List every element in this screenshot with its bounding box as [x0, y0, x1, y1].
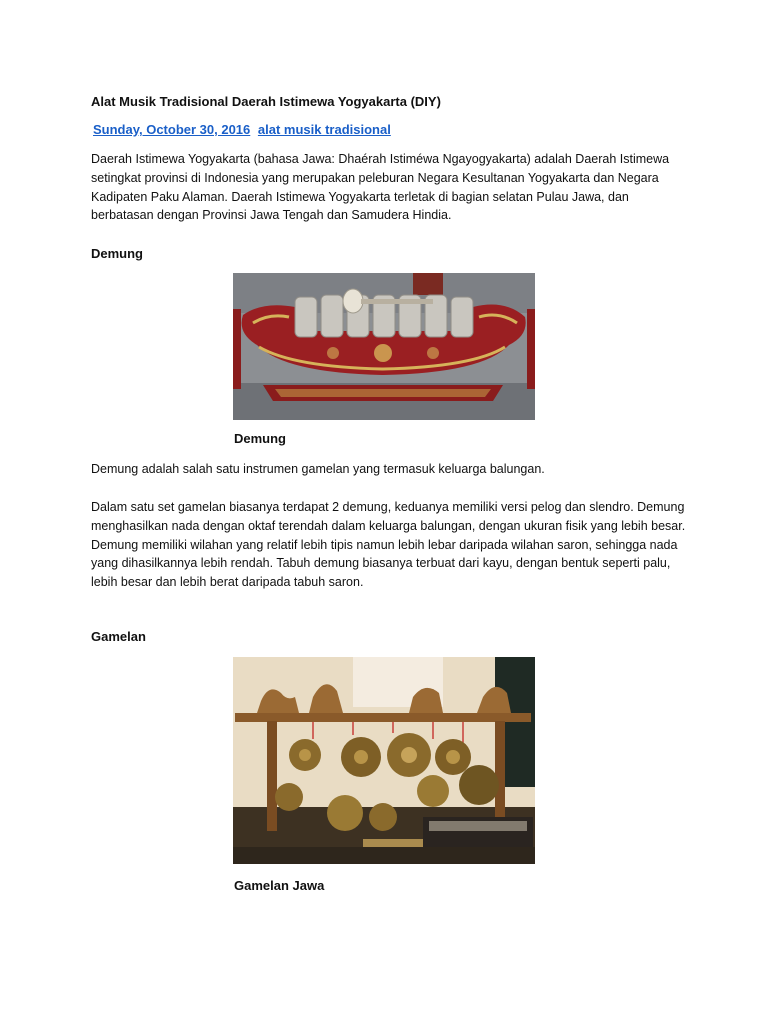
demung-paragraph-2: Dalam satu set gamelan biasanya terdapat 2 demung, keduanya memiliki versi pelog dan slendro. Demung menghasilkan nada dengan oktaf terendah dalam keluarga balungan, dengan ukuran fisik yang lebih besar. Demung memiliki wilahan yang relatif lebih tipis namun lebih lebar daripada wilahan saron, sehingga nada yang dihasilkannya lebih rendah. Tabuh demung biasanya terbuat dari kayu, dengan bentuk seperti palu, lebih besar dan lebih berat daripada tabuh saron. — [91, 500, 686, 590]
section-heading-demung: Demung — [91, 246, 143, 261]
post-date-link[interactable]: Sunday, October 30, 2016 — [93, 122, 251, 137]
gamelan-image — [233, 657, 535, 864]
section-heading-gamelan: Gamelan — [91, 629, 146, 644]
demung-image — [233, 273, 535, 420]
intro-paragraph: Daerah Istimewa Yogyakarta (bahasa Jawa: Dhaérah Istiméwa Ngayogyakarta) adalah Daerah Istimewa setingkat provinsi di Indonesia yang merupakan peleburan Negara Kesultanan Yogyakarta dan Negara Kadipaten Paku Alaman. Daerah Istimewa Yogyakarta terletak di bagian selatan Pulau Jawa, dan berbatasan dengan Provinsi Jawa Tengah dan Samudera Hindia. — [91, 152, 670, 223]
demung-paragraph-1: Demung adalah salah satu instrumen gamelan yang termasuk keluarga balungan. — [91, 462, 545, 476]
demung-caption: Demung — [234, 431, 286, 446]
gamelan-caption: Gamelan Jawa — [234, 878, 325, 893]
category-link[interactable]: alat musik tradisional — [257, 122, 391, 137]
post-meta — [93, 122, 395, 137]
article-title: Alat Musik Tradisional Daerah Istimewa Yogyakarta (DIY) — [91, 94, 441, 109]
